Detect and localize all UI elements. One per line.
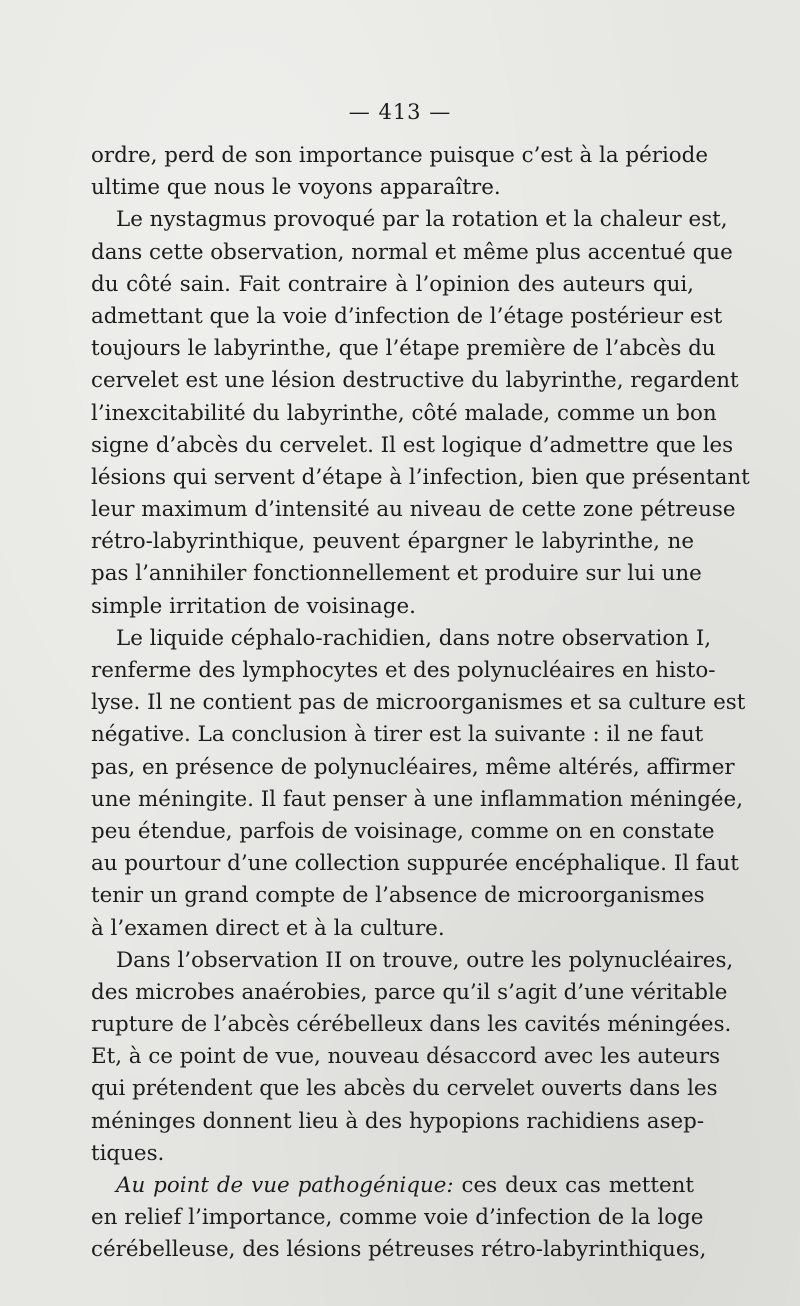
text-line: ordre, perd de son importance puisque c’est à la période [91, 143, 709, 168]
text-line: au pourtour d’une collection suppurée encéphalique. Il faut [91, 851, 739, 877]
text-line: lésions qui servent d’étape à l’infection, bien que présentant [91, 464, 750, 490]
text-line: cervelet est une lésion destructive du labyrinthe, regardent [91, 368, 739, 394]
text-line: rupture de l’abcès cérébelleux dans les cavités méningées. [91, 1012, 732, 1038]
body-text [91, 140, 750, 1267]
text-line: tiques. [91, 1140, 165, 1166]
text-line: méninges donnent lieu à des hypopions rachidiens asep- [91, 1108, 705, 1134]
text-line: lyse. Il ne contient pas de microorganismes et sa culture est [91, 690, 746, 716]
text-line: simple irritation de voisinage. [91, 593, 416, 619]
text-line: dans cette observation, normal et même plus accentué que [91, 239, 733, 265]
text-line: Le liquide céphalo-rachidien, dans notre observation I, [116, 625, 712, 651]
text-line: l’inexcitabilité du labyrinthe, côté malade, comme un bon [91, 400, 717, 426]
text-line: en relief l’importance, comme voie d’infection de la loge [91, 1205, 704, 1231]
text-line: Dans l’observation II on trouve, outre les polynucléaires, [116, 947, 734, 973]
text-line: négative. La conclusion à tirer est la suivante : il ne faut [91, 722, 704, 748]
text-line: à l’examen direct et à la culture. [91, 915, 445, 941]
page-number: — 413 — [348, 100, 452, 124]
text-line: une méningite. Il faut penser à une inflammation méningée, [91, 786, 744, 812]
text-line: des microbes anaérobies, parce qu’il s’agit d’une véritable [91, 979, 728, 1005]
text-line: du côté sain. Fait contraire à l’opinion des auteurs qui, [91, 271, 694, 297]
text-line: renferme des lymphocytes et des polynucléaires en histo- [91, 658, 716, 683]
text-line: rétro-labyrinthique, peuvent épargner le labyrinthe, ne [91, 529, 694, 555]
text-line: qui prétendent que les abcès du cervelet ouverts dans les [91, 1076, 718, 1102]
text-line [91, 1170, 694, 1202]
italic-heading: Au point de vue pathogénique: [116, 1173, 454, 1198]
text-line: pas, en présence de polynucléaires, même altérés, affirmer [91, 754, 735, 780]
text-line: Et, à ce point de vue, nouveau désaccord avec les auteurs [91, 1044, 721, 1070]
text-fragment: ces deux cas mettent [453, 1173, 694, 1198]
text-line: cérébelleuse, des lésions pétreuses rétro-labyrinthiques, [91, 1237, 707, 1263]
text-line: peu étendue, parfois de voisinage, comme on en constate [91, 818, 715, 844]
text-line: ultime que nous le voyons apparaître. [91, 175, 501, 201]
text-line: leur maximum d’intensité au niveau de cette zone pétreuse [91, 497, 736, 523]
text-line: tenir un grand compte de l’absence de microorganismes [91, 883, 705, 909]
text-line: signe d’abcès du cervelet. Il est logique d’admettre que les [91, 432, 734, 458]
text-line: toujours le labyrinthe, que l’étape première de l’abcès du [91, 336, 716, 362]
text-line: admettant que la voie d’infection de l’étage postérieur est [91, 303, 723, 329]
text-line: Le nystagmus provoqué par la rotation et la chaleur est, [116, 207, 728, 233]
text-line: pas l’annihiler fonctionnellement et produire sur lui une [91, 561, 702, 587]
